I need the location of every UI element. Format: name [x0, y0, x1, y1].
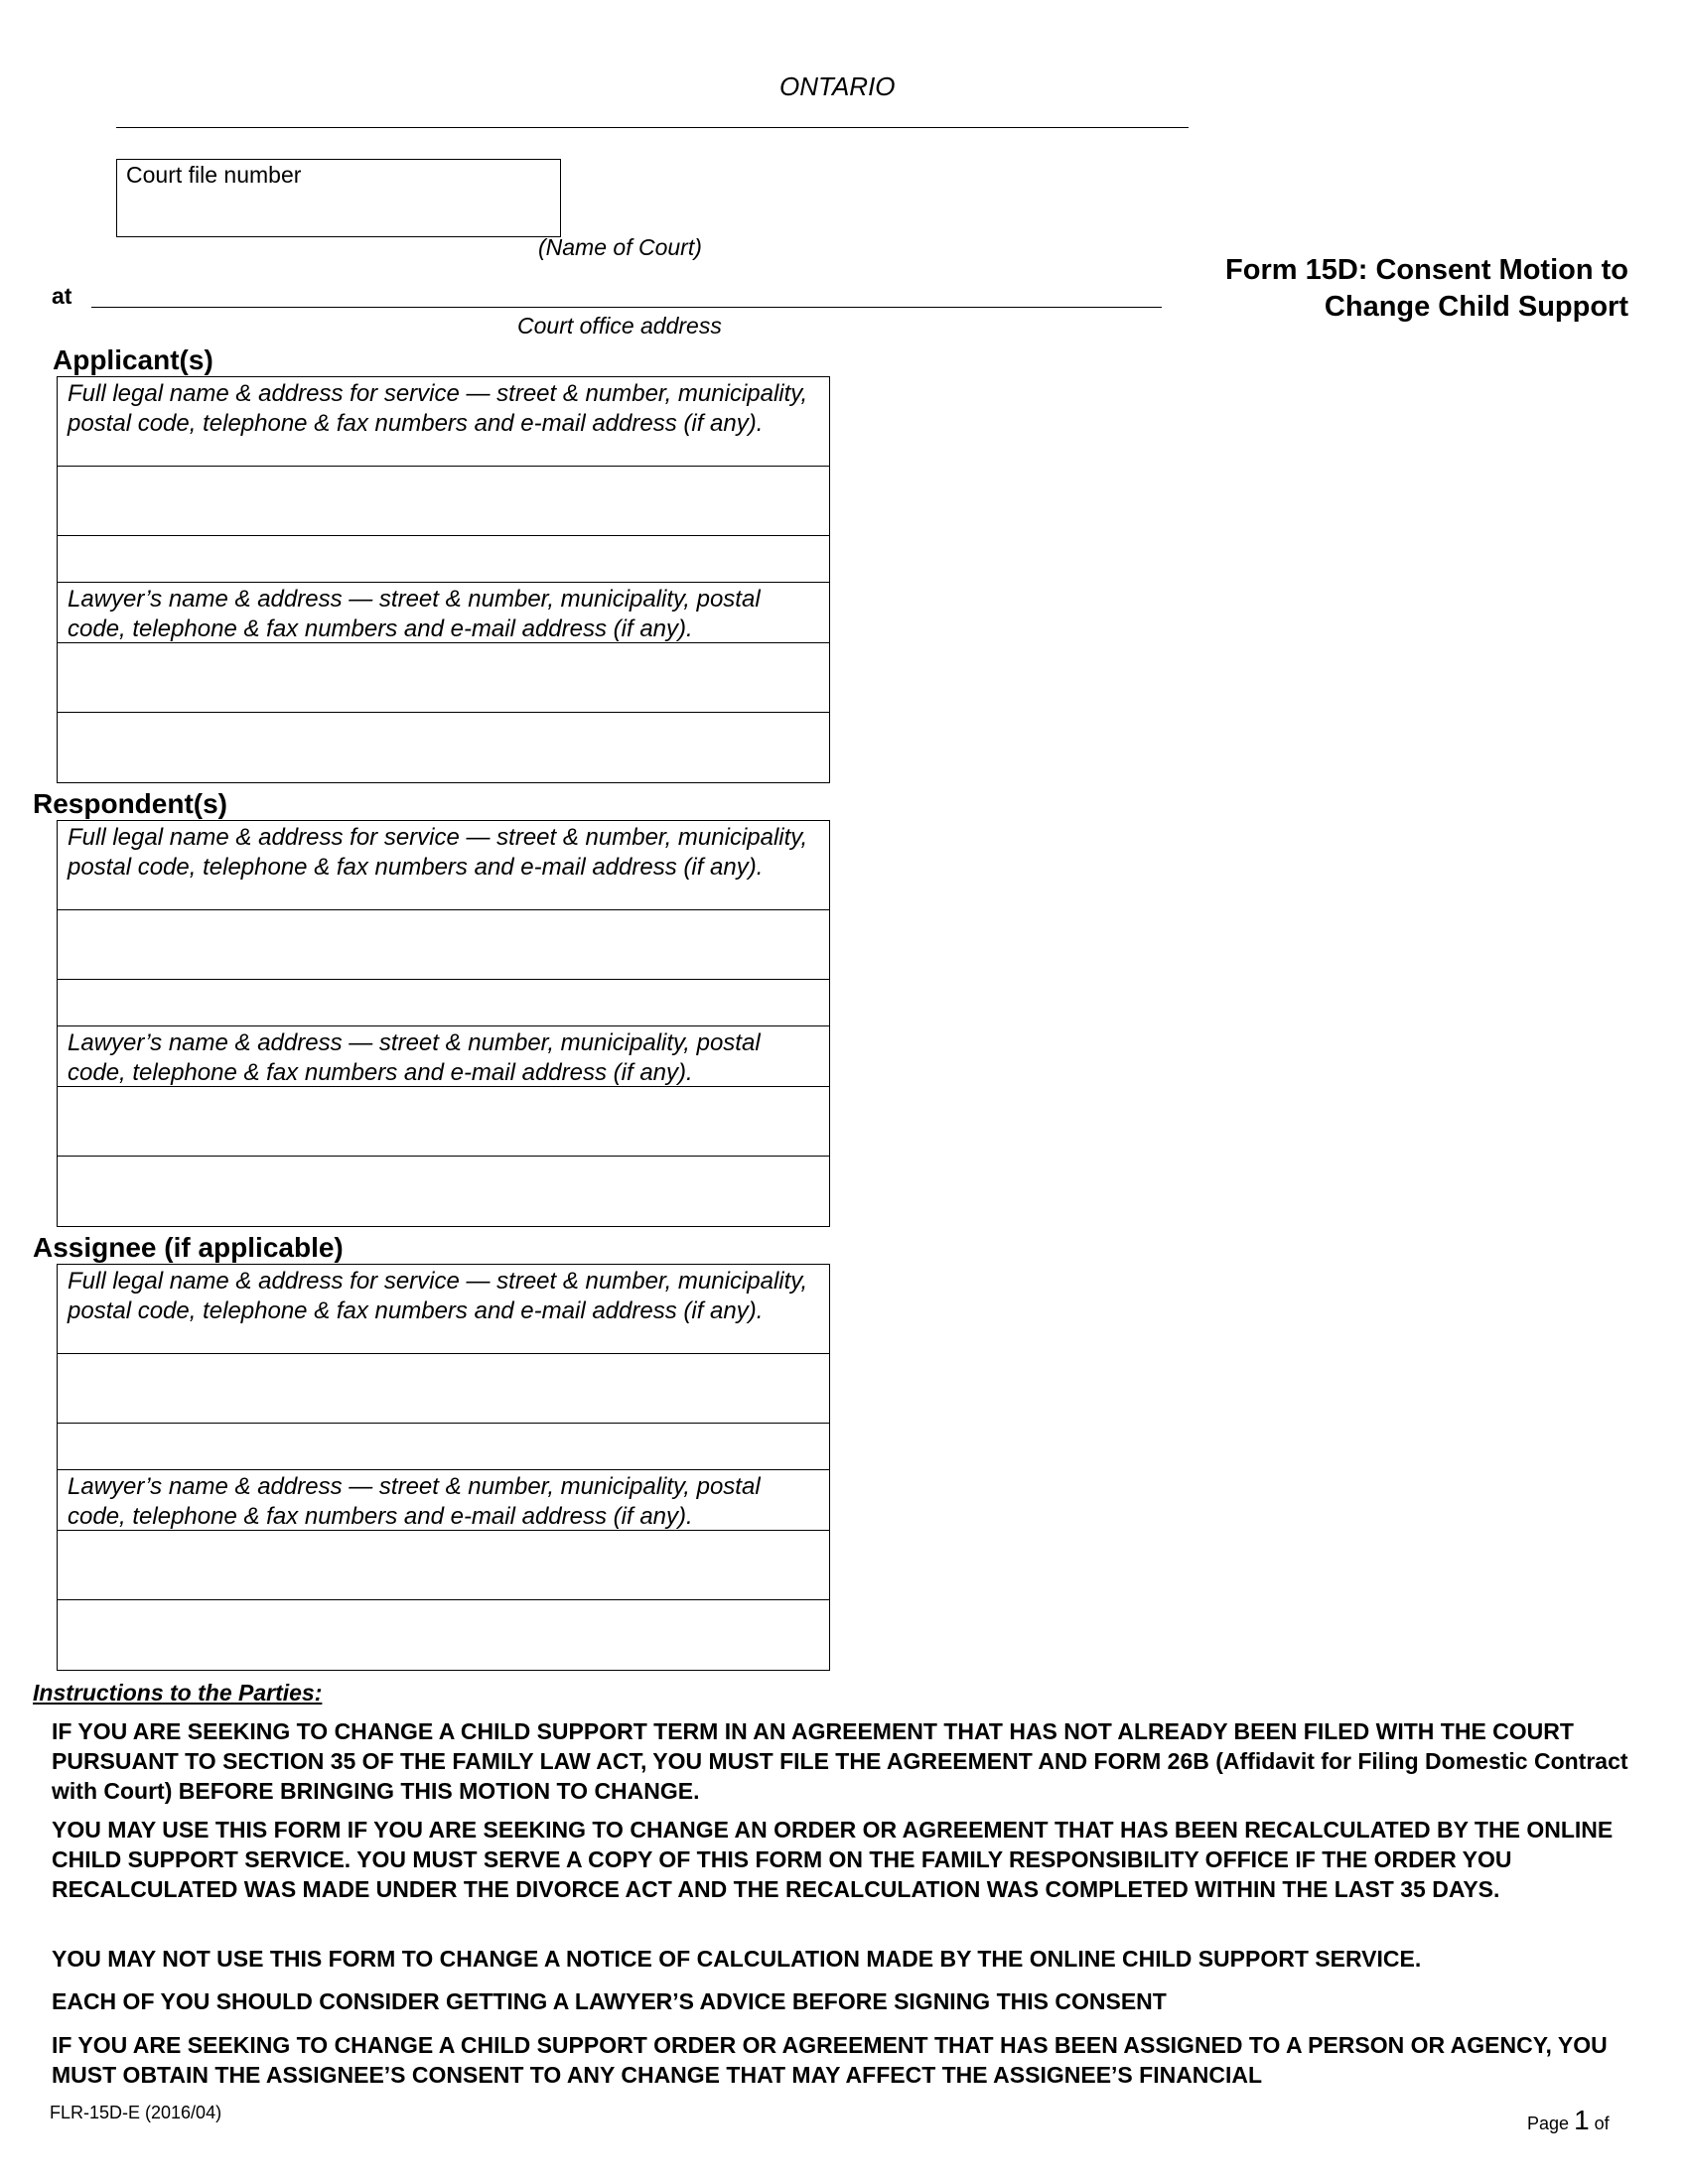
applicant-lawyer-address-field[interactable]	[58, 713, 829, 782]
applicant-lawyer-name-field[interactable]	[58, 643, 829, 713]
assignee-lawyer-address-field[interactable]	[58, 1600, 829, 1670]
applicant-address-field[interactable]	[58, 536, 829, 583]
respondent-lawyer-address-field[interactable]	[58, 1157, 829, 1226]
assignee-lawyer-label: Lawyer’s name & address — street & number, municipality, postal code, telephone & fax numbers and e-mail address (if any).	[58, 1470, 829, 1531]
assignee-lawyer-name-field[interactable]	[58, 1531, 829, 1600]
form-code: FLR-15D-E (2016/04)	[50, 2103, 222, 2122]
respondent-full-name-label: Full legal name & address for service — street & number, municipality, postal code, telephone & fax numbers and e-mail address (if any).	[58, 821, 829, 910]
court-name-line	[116, 127, 1189, 128]
respondent-address-field[interactable]	[58, 980, 829, 1026]
respondent-lawyer-label: Lawyer’s name & address — street & number, municipality, postal code, telephone & fax numbers and e-mail address (if any).	[58, 1026, 829, 1087]
applicant-title: Applicant(s)	[53, 344, 213, 375]
form-title-line2: Change Child Support	[1324, 291, 1628, 323]
instructions-heading: Instructions to the Parties:	[33, 1680, 323, 1706]
court-office-address-line[interactable]	[91, 307, 1162, 308]
instruction-paragraph-5: IF YOU ARE SEEKING TO CHANGE A CHILD SUPPORT ORDER OR AGREEMENT THAT HAS BEEN ASSIGNED TO A PERSON OR AGENCY, YOU MUST OBTAIN THE ASSIGNEE’S CONSENT TO ANY CHANGE THAT MAY AFFECT THE ASSIGNEE’S FINANCIAL	[52, 2032, 1608, 2088]
respondent-table	[57, 820, 830, 1227]
page-indicator	[1527, 2105, 1610, 2136]
court-office-address-label: Court office address	[517, 313, 722, 339]
assignee-address-field[interactable]	[58, 1424, 829, 1470]
instruction-paragraph-1: IF YOU ARE SEEKING TO CHANGE A CHILD SUPPORT TERM IN AN AGREEMENT THAT HAS NOT ALREADY BEEN FILED WITH THE COURT PURSUANT TO SECTION 35 OF THE FAMILY LAW ACT, YOU MUST FILE THE AGREEMENT AND FORM 26B (Affidavit for Filing Domestic Contract with Court) BEFORE BRINGING THIS MOTION TO CHANGE.	[52, 1718, 1628, 1804]
form-title-line1: Form 15D: Consent Motion to	[1225, 254, 1628, 286]
instruction-paragraph-4: EACH OF YOU SHOULD CONSIDER GETTING A LAWYER’S ADVICE BEFORE SIGNING THIS CONSENT	[52, 1988, 1167, 2014]
instruction-paragraph-3: YOU MAY NOT USE THIS FORM TO CHANGE A NOTICE OF CALCULATION MADE BY THE ONLINE CHILD SUPPORT SERVICE.	[52, 1946, 1422, 1972]
page-label: Page	[1527, 2114, 1570, 2133]
respondent-full-name-field[interactable]	[58, 910, 829, 980]
assignee-full-name-field[interactable]	[58, 1354, 829, 1424]
court-file-number-box[interactable]	[116, 159, 561, 237]
name-of-court-label: (Name of Court)	[538, 234, 702, 260]
applicant-table	[57, 376, 830, 783]
province-title: ONTARIO	[779, 71, 896, 101]
form-title	[1225, 252, 1628, 326]
page-of: of	[1594, 2114, 1610, 2133]
assignee-full-name-label: Full legal name & address for service — street & number, municipality, postal code, telephone & fax numbers and e-mail address (if any).	[58, 1265, 829, 1354]
instruction-paragraph-2: YOU MAY USE THIS FORM IF YOU ARE SEEKING TO CHANGE AN ORDER OR AGREEMENT THAT HAS BEEN RECALCULATED BY THE ONLINE CHILD SUPPORT SERVICE. YOU MUST SERVE A COPY OF THIS FORM ON THE FAMILY RESPONSIBILITY OFFICE IF THE ORDER YOU RECALCULATED WAS MADE UNDER THE DIVORCE ACT AND THE RECALCULATION WAS COMPLETED WITHIN THE LAST 35 DAYS.	[52, 1817, 1614, 1902]
at-label: at	[52, 283, 72, 309]
assignee-title: Assignee (if applicable)	[33, 1232, 344, 1263]
applicant-full-name-label: Full legal name & address for service — street & number, municipality, postal code, telephone & fax numbers and e-mail address (if any).	[58, 377, 829, 467]
respondent-title: Respondent(s)	[33, 788, 227, 819]
respondent-lawyer-name-field[interactable]	[58, 1087, 829, 1157]
applicant-lawyer-label: Lawyer’s name & address — street & number, municipality, postal code, telephone & fax numbers and e-mail address (if any).	[58, 583, 829, 643]
applicant-full-name-field[interactable]	[58, 467, 829, 536]
court-file-number-label: Court file number	[126, 162, 302, 188]
page-number: 1	[1574, 2105, 1590, 2135]
assignee-table	[57, 1264, 830, 1671]
